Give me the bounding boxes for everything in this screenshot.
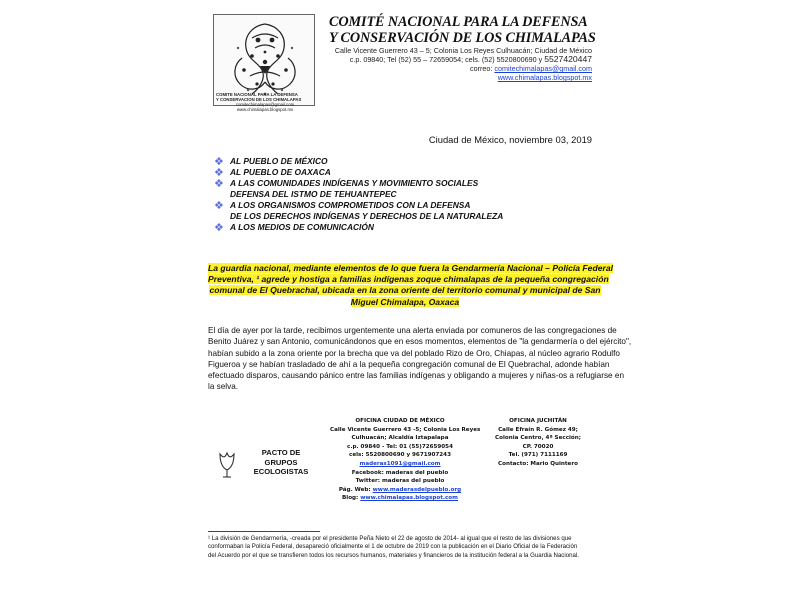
addressee-item [214, 200, 514, 222]
footnote-line: del Acuerdo por el que se transfieren todos los recursos humanos, materiales y financieros de la institución federal a la Guardia Nacional. [208, 551, 579, 559]
addressee-item [214, 222, 514, 233]
footnote-line: ¹ La división de Gendarmería, -creada por el presidente Peña Nieto el 22 de agosto de 2014- al igual que el resto de las divisiones que [208, 535, 572, 542]
office-title: OFICINA JUCHITÁN [509, 418, 567, 424]
addressee-item [214, 178, 514, 200]
office-line: CP. 70020 [522, 443, 554, 450]
footnote-line: conformaban la Policía Federal, desapareció oficialmente el 1 de octubre de 2019 con la publicación en el Diario Oficial de la Federación [208, 543, 578, 551]
office-line: Colonia Centro, 4ª Sección; [495, 435, 581, 442]
arrow-bullet-icon: ❖ [214, 200, 224, 212]
headline-line: Preventiva, ¹ agrede y hostiga a familias indígenas zoque chimalapas de la pequeña congregación [208, 274, 609, 285]
body-line: Figueroa y se habían trasladado de ahí a la pequeña congregación comunal de El Quebrachal, adonde habían [208, 359, 610, 369]
highlighted-headline [208, 263, 613, 308]
body-paragraph [208, 325, 632, 393]
office-line: Contacto: Mario Quintero [498, 460, 578, 467]
email-link[interactable]: comitechimalapas@gmail.com [494, 64, 592, 73]
blog-label: Blog: [342, 495, 361, 502]
office-twitter: Twitter: maderas del pueblo [355, 478, 445, 485]
office-line: Calle Efraín R. Gómez 49; [498, 426, 578, 433]
body-line: habían subido a la zona oriente por la brecha que va del poblado Rizo de Oro, Chiapas, al núcleo agrario Rodulfo [208, 348, 620, 358]
address-line-1: Calle Vicente Guerrero 43 – 5; Colonia Los Reyes Culhuacán; Ciudad de México [334, 46, 592, 55]
logo-caption-line: COMITE NACIONAL PARA LA DEFENSA [216, 92, 298, 97]
addressee-line: A LAS COMUNIDADES INDÍGENAS Y MOVIMIENTO SOCIALES [230, 178, 479, 188]
address-phone-highlight: 5527420447 [544, 54, 592, 64]
web-label: Pág. Web: [338, 486, 373, 493]
address-email-line [300, 64, 592, 73]
address-line-2 [300, 55, 592, 64]
office-mexico-city [330, 417, 481, 503]
body-line: la selva. [208, 382, 239, 392]
title-line-2: Y CONSERVACIÓN DE LOS CHIMALAPAS [329, 30, 596, 46]
addressee-line: DEFENSA DEL ISTMO DE TEHUANTEPEC [230, 189, 397, 199]
addressee-item [214, 156, 514, 167]
tulip-logo-icon [217, 450, 237, 478]
arrow-bullet-icon: ❖ [214, 178, 224, 190]
addressee-line: AL PUEBLO DE OAXACA [230, 167, 331, 177]
office-line: Culhuacán; Alcaldía Iztapalapa [351, 435, 449, 442]
office-line: Calle Vicente Guerrero 43 -5; Colonia Los Reyes [330, 426, 481, 433]
addressee-line: AL PUEBLO DE MÉXICO [230, 156, 328, 166]
pacto-line: GRUPOS [264, 457, 298, 467]
office-line: cels: 5520800690 y 9671907243 [349, 452, 451, 459]
headline-line: comunal de El Quebrachal, ubicada en la zona oriente del territorio comunal y municipal de San [209, 285, 601, 296]
logo-caption-line: Y CONSERVACION DE LOS CHIMALAPAS [216, 97, 302, 102]
arrow-bullet-icon: ❖ [214, 167, 224, 179]
office-title: OFICINA CIUDAD DE MÉXICO [355, 418, 445, 424]
office-juchitan [482, 417, 594, 469]
website-link[interactable]: www.chimalapas.blogspot.mx [497, 73, 592, 82]
arrow-bullet-icon: ❖ [214, 156, 224, 168]
pacto-line: ECOLOGISTAS [253, 467, 309, 476]
footnote [208, 535, 600, 560]
footnote-divider [208, 531, 320, 532]
logo-caption [216, 92, 314, 112]
document-date: Ciudad de México, noviembre 03, 2019 [428, 134, 592, 145]
headline-line: Miguel Chimalapa, Oaxaca [350, 296, 460, 307]
addressee-line: A LOS ORGANISMOS COMPROMETIDOS CON LA DEFENSA [230, 200, 471, 210]
organization-title [329, 14, 596, 46]
logo-caption-line: comitechimalapas@gmail.com [235, 102, 295, 107]
addressee-line: A LOS MEDIOS DE COMUNICACIÓN [230, 222, 374, 232]
pacto-logo [217, 450, 237, 483]
pacto-line: PACTO DE [261, 448, 301, 457]
address-phones: c.p. 09840; Tel (52) 55 – 72659054; cels. (52) 5520800690 y [349, 55, 545, 64]
email-label: correo: [470, 64, 495, 73]
pacto-name [246, 448, 316, 477]
organization-address [300, 46, 592, 82]
office-email-link[interactable]: maderas1091@gmail.com [359, 460, 441, 467]
body-line: efectuado disparos, causando pánico entre las familias indígenas y obligando a mujeres y niñas-os a refugiarse en [208, 371, 624, 381]
title-line-1: COMITÉ NACIONAL PARA LA DEFENSA [329, 14, 588, 30]
body-line: El día de ayer por la tarde, recibimos urgentemente una alerta enviada por comuneros de las congregaciones de [208, 326, 617, 335]
body-line: Benito Juárez y san Antonio, comunicándonos que en esos momentos, elementos de "la gendarmería o del ejército", [208, 337, 632, 347]
office-facebook: Facebook: maderas del pueblo [351, 469, 449, 476]
arrow-bullet-icon: ❖ [214, 222, 224, 234]
office-blog-link[interactable]: www.chimalapas.blogspot.com [360, 495, 458, 502]
addressee-item [214, 167, 514, 178]
office-line: Tel. (971) 7111169 [508, 452, 568, 459]
office-line: c.p. 09840 - Tel: 01 (55)72659054 [347, 443, 453, 450]
office-web-link[interactable]: www.maderasdelpueblo.org [372, 486, 462, 493]
logo-caption-line: www.chimalapas.blogspot.mx [236, 107, 294, 112]
addressee-line: DE LOS DERECHOS INDÍGENAS Y DERECHOS DE LA NATURALEZA [230, 211, 504, 221]
address-website-line [300, 73, 592, 82]
addressee-list [214, 156, 514, 233]
jaguar-logo-icon [222, 18, 308, 102]
headline-line: La guardia nacional, mediante elementos de lo que fuera la Gendarmería Nacional – Policía Federal [208, 263, 613, 273]
